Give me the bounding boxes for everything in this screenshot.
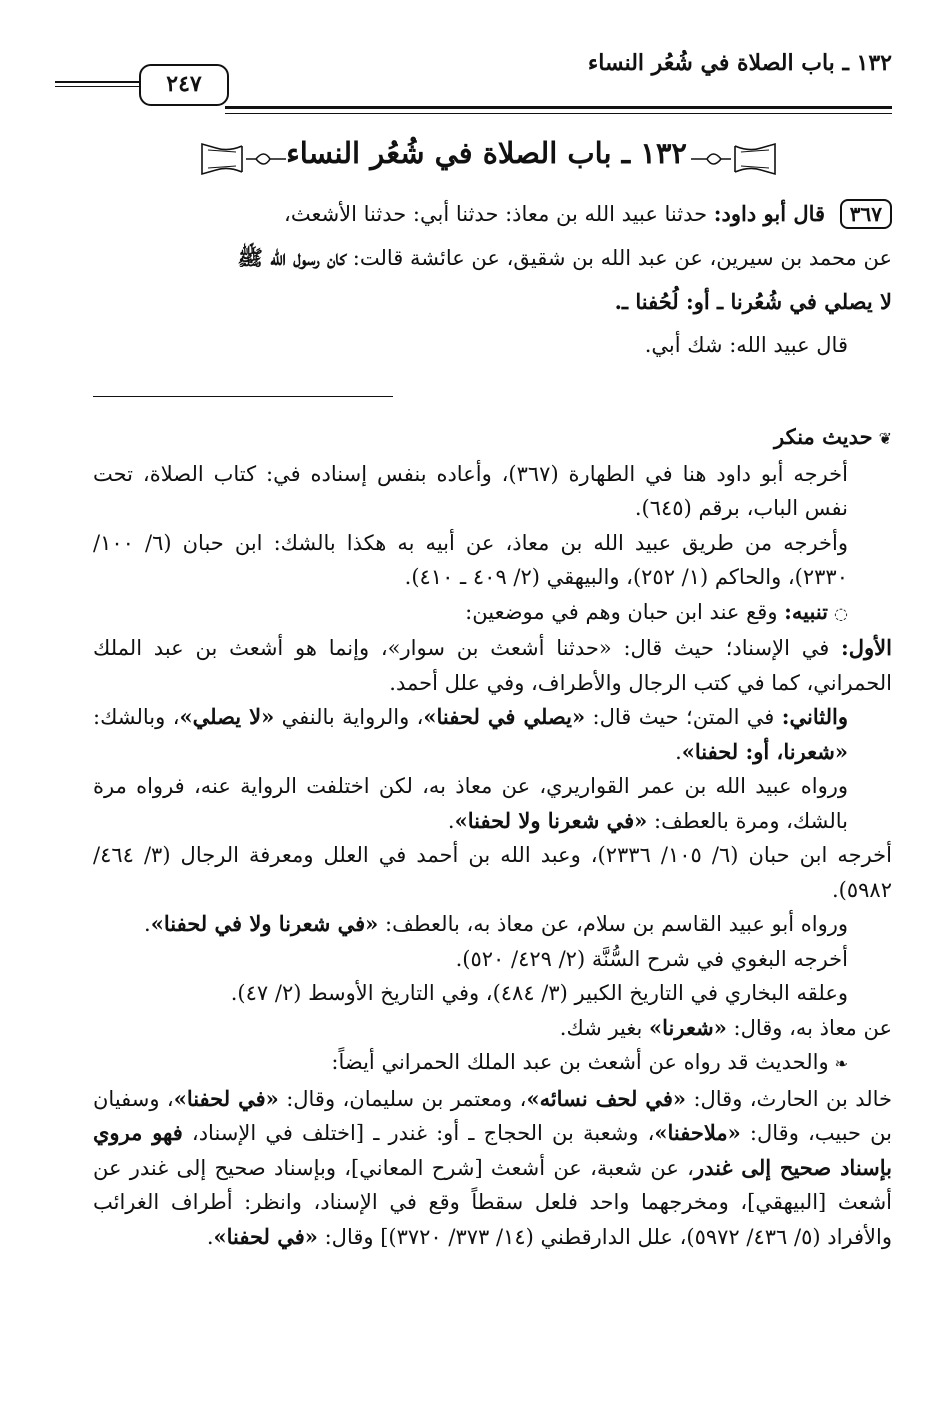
paragraph-2: وأخرجه من طريق عبيد الله بن معاذ، عن أبيه به هكذا بالشك: ابن حبان (٦/ ١٠٠/ ٢٣٣٠)، والحاكم (١/ ٢٥٢)، والبيهقي (٢/ ٤٠٩ ـ ٤١٠).	[93, 530, 848, 589]
second-text-b: «يصلي في لحفنا»	[423, 704, 586, 729]
hadith-matn-2: لا يصلي في شُعُرنا ـ أو: لُحُفنا ـ.	[614, 289, 892, 314]
hadith-number: ٣٦٧	[840, 199, 892, 229]
p10-text-i: ، عن شعبة، عن أشعث [شرح المعاني]، وبإسناد صحيح إلى غندر عن أشعث [البيهقي]، ومخرجهما واحد فلعل سقطاً وقع في الإسناد، وانظر: أطراف الغرائب والأفراد (٥/ ٤٣٦/ ٥٩٧٢)، علل الدارقطني (١٤/ ٣٧٣/ ٣٧٢٠)] وقال:	[93, 1155, 892, 1249]
p9-text: والحديث قد رواه عن أشعث بن عبد الملك الحمراني أيضاً:	[331, 1050, 829, 1074]
second-lead: والثاني:	[781, 704, 848, 729]
p8-text-a: عن معاذ به، وقال:	[733, 1015, 892, 1040]
note-text: وقع عند ابن حبان وهم في موضعين:	[465, 599, 778, 624]
p10-text-c: ، ومعتمر بن سليمان، وقال:	[286, 1086, 527, 1111]
p10-text-h: فهو مروي بإسناد صحيح إلى غندر	[93, 1120, 892, 1180]
paragraph-8	[93, 1011, 892, 1046]
p10-text-g: ، وشعبة بن الحجاج ـ أو: غندر ـ [اختلف في الإسناد،	[191, 1121, 655, 1145]
first-lead: الأول:	[841, 635, 892, 660]
first-text-b: «حدثنا أشعث بن سوار»	[387, 636, 612, 660]
grade-label: حديث منكر	[774, 424, 873, 449]
second-text-g: .	[675, 739, 682, 764]
running-header	[55, 40, 892, 106]
ornament-right-icon	[691, 142, 777, 176]
paragraph-5	[93, 907, 892, 942]
note-lead: تنبيه:	[784, 598, 829, 624]
first-text-a: في الإسناد؛ حيث قال:	[623, 636, 830, 660]
second-text-a: في المتن؛ حيث قال:	[592, 705, 775, 729]
leaf-icon: ❧	[834, 1054, 848, 1073]
p8-text-b: «شعرنا»	[649, 1014, 727, 1040]
paragraph-3	[93, 769, 892, 838]
hadith-isnad-2: عن محمد بن سيرين، عن عبد الله بن شقيق، عن عائشة قالت:	[352, 246, 892, 270]
p3-text-b: «في شعرنا ولا لحفنا»	[454, 807, 648, 833]
second-text-e: ، وبالشك:	[93, 705, 180, 729]
chapter-title: ١٣٢ ـ باب الصلاة في شُعُر النساء	[286, 136, 687, 170]
ornament-left-icon	[200, 142, 286, 176]
second-point	[93, 700, 892, 769]
p10-text-k: .	[206, 1224, 214, 1249]
hadith-block	[93, 196, 892, 363]
p10-text-b: «في لحف نسائه»	[526, 1085, 687, 1111]
grade-line	[93, 420, 892, 457]
p10-text-a: خالد بن الحارث، وقال:	[693, 1086, 892, 1111]
running-title: ١٣٢ ـ باب الصلاة في شُعُر النساء	[587, 50, 892, 76]
header-rule	[225, 106, 892, 114]
p10-text-f: «ملاحفنا»	[654, 1120, 741, 1145]
section-separator	[93, 396, 393, 397]
second-text-d: «لا يصلي»	[179, 704, 275, 729]
paragraph-10	[93, 1082, 892, 1255]
second-text-f: «شعرنا، أو: لحفنا»	[681, 738, 848, 764]
note-line	[93, 595, 892, 632]
p3-text-c: .	[447, 808, 455, 833]
first-text-c: ، وإنما هو أشعث بن عبد الملك الحمراني، كما في كتب الرجال والأطراف، وفي علل أحمد.	[93, 636, 892, 695]
paragraph-9	[93, 1045, 892, 1082]
paragraph-7: وعلقه البخاري في التاريخ الكبير (٣/ ٤٨٤)، وفي التاريخ الأوسط (٢/ ٤٧).	[230, 981, 848, 1005]
note-icon: ◌	[834, 603, 848, 623]
grade-icon: ❦	[878, 429, 892, 448]
first-point	[93, 631, 892, 700]
p5-text-c: .	[144, 912, 151, 936]
hadith-line-2	[93, 240, 892, 276]
page-number-rule	[55, 81, 139, 87]
p5-text-a: ورواه أبو عبيد القاسم بن سلام، عن معاذ به، بالعطف:	[385, 912, 848, 936]
p3-text-a: ورواه عبيد الله بن عمر القواريري، عن معاذ به، لكن اختلفت الرواية عنه، فرواه مرة بالشك، ومرة بالعطف:	[93, 774, 848, 833]
hadith-isnad-1: حدثنا عبيد الله بن معاذ: حدثنا أبي: حدثنا الأشعث،	[284, 202, 708, 226]
p10-text-j: «في لحفنا»	[213, 1223, 318, 1249]
paragraph-6: أخرجه البغوي في شرح السُّنَّة (٢/ ٤٢٩/ ٥٢٠).	[455, 946, 848, 971]
hadith-matn-1: كان رسول الله ﷺ	[237, 245, 347, 270]
p10-text-d: «في لحفنا»	[173, 1085, 279, 1111]
page-number: ٢٤٧	[139, 64, 229, 106]
paragraph-4: أخرجه ابن حبان (٦/ ١٠٥/ ٢٣٣٦)، وعبد الله بن أحمد في العلل ومعرفة الرجال (٣/ ٤٦٤/ ٥٩٨٢).	[93, 843, 892, 902]
p10-text-e: ، وسفيان بن حبيب، وقال:	[93, 1086, 892, 1145]
p8-text-c: بغير شك.	[559, 1015, 643, 1040]
hadith-line-1	[93, 196, 892, 232]
chapter-heading	[200, 130, 777, 190]
hadith-line-3	[93, 284, 892, 320]
hadith-comment: قال عبيد الله: شك أبي.	[644, 333, 848, 357]
hadith-narrator-lead: قال أبو داود:	[713, 201, 826, 226]
commentary-block	[93, 420, 892, 1254]
second-text-c: ، والرواية بالنفي	[281, 705, 424, 729]
p5-text-b: «في شعرنا ولا في لحفنا»	[150, 911, 379, 936]
paragraph-1: أخرجه أبو داود هنا في الطهارة (٣٦٧)، وأعاده بنفس إسناده في: كتاب الصلاة، تحت نفس الباب، برقم (٦٤٥).	[93, 461, 848, 520]
